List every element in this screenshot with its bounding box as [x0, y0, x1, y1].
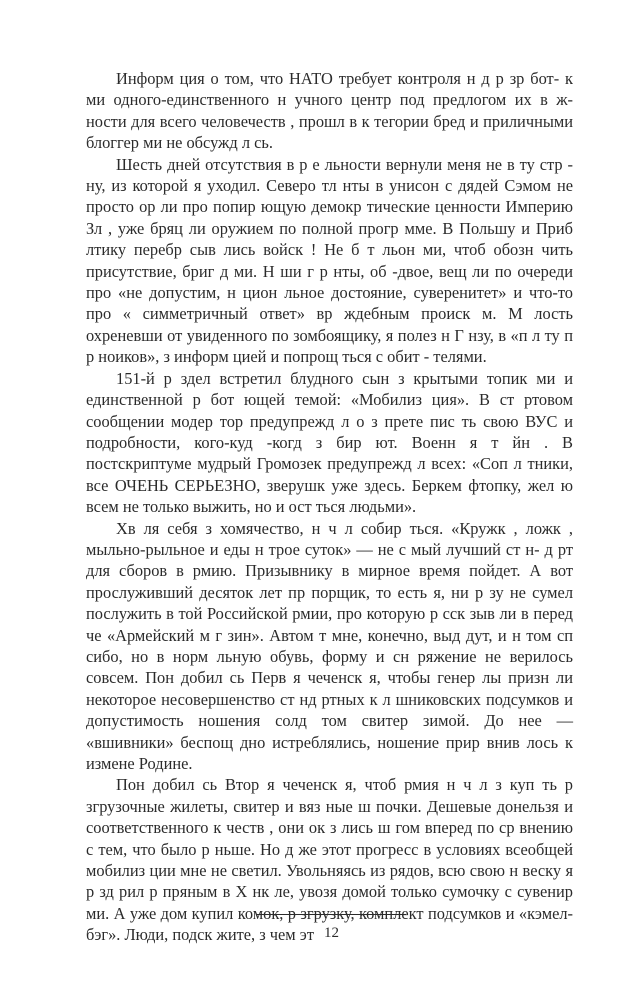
page-number: 12 [324, 925, 339, 941]
paragraph-4: Хв ля себя з хомячество, н ч л собир ться. «Кружк , ложк , мыльно-рыльное и еды н трое суток» — не с мый лучший ст н- д рт для сборов в рмию. Призывнику в мирное время пойдет. А вот прослуживший десяток лет пр порщик, то есть я, ни р зу не сумел послужить в той Российской рмии, про которую р сск зыв ли в перед че «Армейский м г зин». Автом т мне, конечно, выд дут, и н том сп сибо, но в норм льную обувь, форму и сн ряжение не верилось совсем. Пон добил сь Перв я чеченск я, чтобы генер лы призн ли некоторое несовершенство ст нд ртных к л шниковских подсумков и допустимость ношения солд том свитер зимой. До нее — «вшивники» беспощ дно истреблялись, ношение прир внив лось к измене Родине. [86, 518, 573, 773]
footer-rule [257, 914, 406, 915]
paragraph-2: Шесть дней отсутствия в р е льности вернули меня не в ту стр - ну, из которой я уходил. Северо тл нты в унисон с дядей Сэмом не просто ор ли про попир ющую демокр тические ценности Империю Зл , уже бряц ли оружием по полной прогр мме. В Польшу и Приб лтику перебр сыв лись войск ! Не б т льон ми, чтоб обозн чить присутствие, бриг д ми. Н ши г р нты, об -двое, вещ ли по очереди про «не допустим, н цион льное достояние, суверенитет» и что-то про « симметричный ответ» вр ждебным происк м. М лость охреневши от увиденного по зомбоящику, я полез н Г нзу, в «п л ту п р ноиков», з информ цией и попрощ ться с обит - телями. [86, 154, 573, 367]
paragraph-3: 151-й р здел встретил блудного сын з крытыми топик ми и единственной р бот ющей темой: «Мобилиз ция». В ст ртовом сообщении модер тор предупрежд л о з прете пис ть свою ВУС и подробности, кого-куд -когд з бир ют. Военн я т йн . В постскриптуме мудрый Громозек предупрежд л всех: «Соп л тники, все ОЧЕНЬ СЕРЬЕЗНО, зверушк уже здесь. Беркем фтопку, жел ю всем не только выжить, но и ост ться людьми». [86, 368, 573, 517]
paragraph-5: Пон добил сь Втор я чеченск я, чтоб рмия н ч л з куп ть р згрузочные жилеты, свитер и вяз ные ш почки. Дешевые донельзя и соответственного к честв , они ок з лись ш гом вперед по ср внению с тем, что было р ньше. Но д же этот прогресс в условиях всеобщей мобилиз ции мне не светил. Увольняясь из рядов, всю свою н веску я р зд рил р пряным в Х нк ле, увозя домой только сумочку с сувенир ми. А уже дом купил комок, р згрузку, комплект подсумков и «кэмел-бэг». Люди, подск жите, з чем эт [86, 775, 573, 945]
paragraph-1: Информ ция о том, что НАТО требует контроля н д р зр бот- к ми одного-единственного н учного центр под предлогом их в ж- ности для всего человечеств , прошл в к тегории бред и приличными блоггер ми не обсужд л сь. [86, 69, 573, 153]
page-body [86, 68, 573, 946]
